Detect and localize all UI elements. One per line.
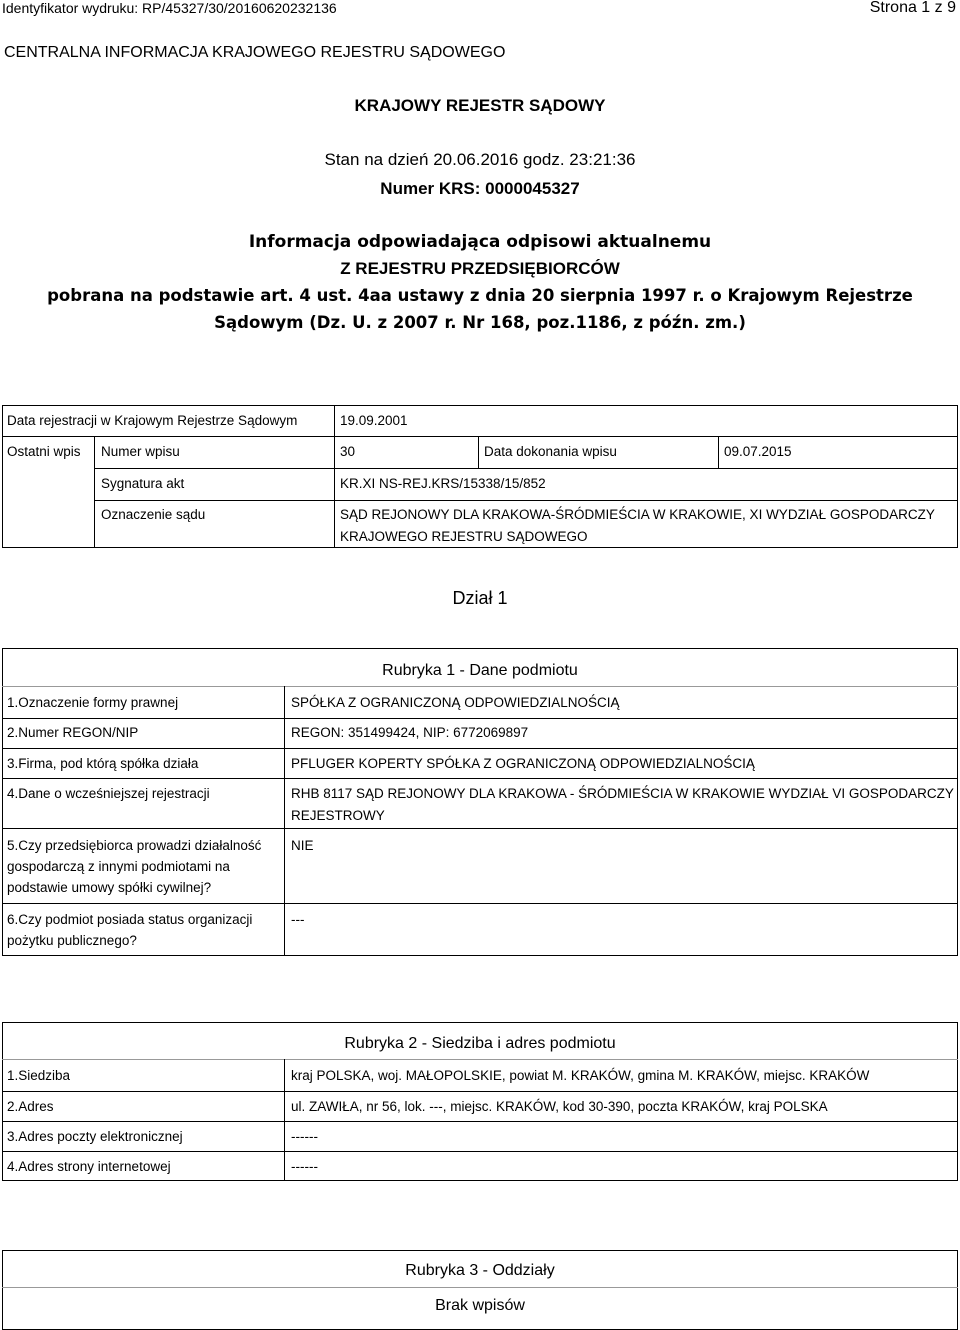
institution-name: CENTRALNA INFORMACJA KRAJOWEGO REJESTRU SĄDOWEGO xyxy=(4,44,506,61)
status-date: Stan na dzień 20.06.2016 godz. 23:21:36 xyxy=(324,150,636,169)
rubric-3-empty-text: Brak wpisów xyxy=(435,1297,525,1314)
rubric-2-row-2-label: 2.Adres xyxy=(7,1099,54,1114)
rubric-1-row-5-value: NIE xyxy=(291,838,314,853)
rubric-1-row-3-label: 3.Firma, pod którą spółka działa xyxy=(7,756,199,771)
rubric-2-row-1-value: kraj POLSKA, woj. MAŁOPOLSKIE, powiat M. KRAKÓW, gmina M. KRAKÓW, miejsc. KRAKÓW xyxy=(291,1068,870,1083)
rubric-1-row-3-value: PFLUGER KOPERTY SPÓŁKA Z OGRANICZONĄ ODPOWIEDZIALNOŚCIĄ xyxy=(291,756,755,771)
rubric-1-row-1-label: 1.Oznaczenie formy prawnej xyxy=(7,695,179,710)
rubric-1-row-5-label-line-2: gospodarczą z innymi podmiotami na xyxy=(7,859,230,874)
rubric-1-row-4-value-line-2: REJESTROWY xyxy=(291,808,385,823)
rubric-1-row-2-label: 2.Numer REGON/NIP xyxy=(7,725,139,740)
entry-date-label: Data dokonania wpisu xyxy=(484,444,617,459)
court-value-line-1: SĄD REJONOWY DLA KRAKOWA-ŚRÓDMIEŚCIA W KRAKOWIE, XI WYDZIAŁ GOSPODARCZY xyxy=(340,507,935,522)
rubric-2-row-3-value: ------ xyxy=(291,1129,318,1144)
entry-number-label: Numer wpisu xyxy=(101,444,180,459)
page-number: Strona 1 z 9 xyxy=(869,0,956,16)
rubric-2-row-1-label: 1.Siedziba xyxy=(7,1068,71,1083)
rubric-1-row-5-label-line-1: 5.Czy przedsiębiorca prowadzi działalność xyxy=(7,838,262,853)
rubric-1-row-6-label-line-2: pożytku publicznego? xyxy=(7,933,137,948)
rubric-2-row-4-value: ------ xyxy=(291,1159,318,1174)
rubric-1-row-1-value: SPÓŁKA Z OGRANICZONĄ ODPOWIEDZIALNOŚCIĄ xyxy=(291,695,620,710)
legal-basis-line-2: Sądowym (Dz. U. z 2007 r. Nr 168, poz.1186, z późn. zm.) xyxy=(214,313,746,332)
signature-value: KR.XI NS-REJ.KRS/15338/15/852 xyxy=(340,476,546,491)
rubric-2-row-4-label: 4.Adres strony internetowej xyxy=(7,1159,171,1174)
info-line-1: Informacja odpowiadająca odpisowi aktualnemu xyxy=(248,232,712,252)
registration-date-label: Data rejestracji w Krajowym Rejestrze Sądowym xyxy=(7,413,298,428)
rubric-1-row-4-label: 4.Dane o wcześniejszej rejestracji xyxy=(7,786,210,801)
court-value-line-2: KRAJOWEGO REJESTRU SĄDOWEGO xyxy=(340,529,588,544)
rubric-1-title: Rubryka 1 - Dane podmiotu xyxy=(382,662,578,679)
rubric-2-title: Rubryka 2 - Siedziba i adres podmiotu xyxy=(344,1035,616,1052)
registry-title: KRAJOWY REJESTR SĄDOWY xyxy=(354,96,606,115)
rubric-3-title: Rubryka 3 - Oddziały xyxy=(405,1262,555,1279)
legal-basis-line-1: pobrana na podstawie art. 4 ust. 4aa ustawy z dnia 20 sierpnia 1997 r. o Krajowym Rejestrze xyxy=(47,286,913,305)
entry-number-value: 30 xyxy=(340,444,356,459)
rubric-1-row-6-value: --- xyxy=(291,912,305,927)
court-label: Oznaczenie sądu xyxy=(101,507,206,522)
rubric-1-row-5-label-line-3: podstawie umowy spółki cywilnej? xyxy=(7,880,212,895)
info-line-2: Z REJESTRU PRZEDSIĘBIORCÓW xyxy=(340,259,620,278)
entry-date-value: 09.07.2015 xyxy=(724,444,792,459)
rubric-1-row-4-value-line-1: RHB 8117 SĄD REJONOWY DLA KRAKOWA - ŚRÓDMIEŚCIA W KRAKOWIE WYDZIAŁ VI GOSPODARCZY xyxy=(291,786,954,801)
rubric-1-row-6-label-line-1: 6.Czy podmiot posiada status organizacji xyxy=(7,912,253,927)
rubric-2-row-3-label: 3.Adres poczty elektronicznej xyxy=(7,1129,183,1144)
rubric-1-row-2-value: REGON: 351499424, NIP: 6772069897 xyxy=(291,725,529,740)
rubric-2-row-2-value: ul. ZAWIŁA, nr 56, lok. ---, miejsc. KRAKÓW, kod 30-390, poczta KRAKÓW, kraj POLSKA xyxy=(291,1099,828,1114)
section-title: Dział 1 xyxy=(452,588,508,608)
last-entry-label: Ostatni wpis xyxy=(7,444,81,459)
registration-date-value: 19.09.2001 xyxy=(340,413,408,428)
krs-number: Numer KRS: 0000045327 xyxy=(380,179,580,198)
print-identifier: Identyfikator wydruku: RP/45327/30/20160620232136 xyxy=(2,0,337,16)
signature-label: Sygnatura akt xyxy=(101,476,185,491)
